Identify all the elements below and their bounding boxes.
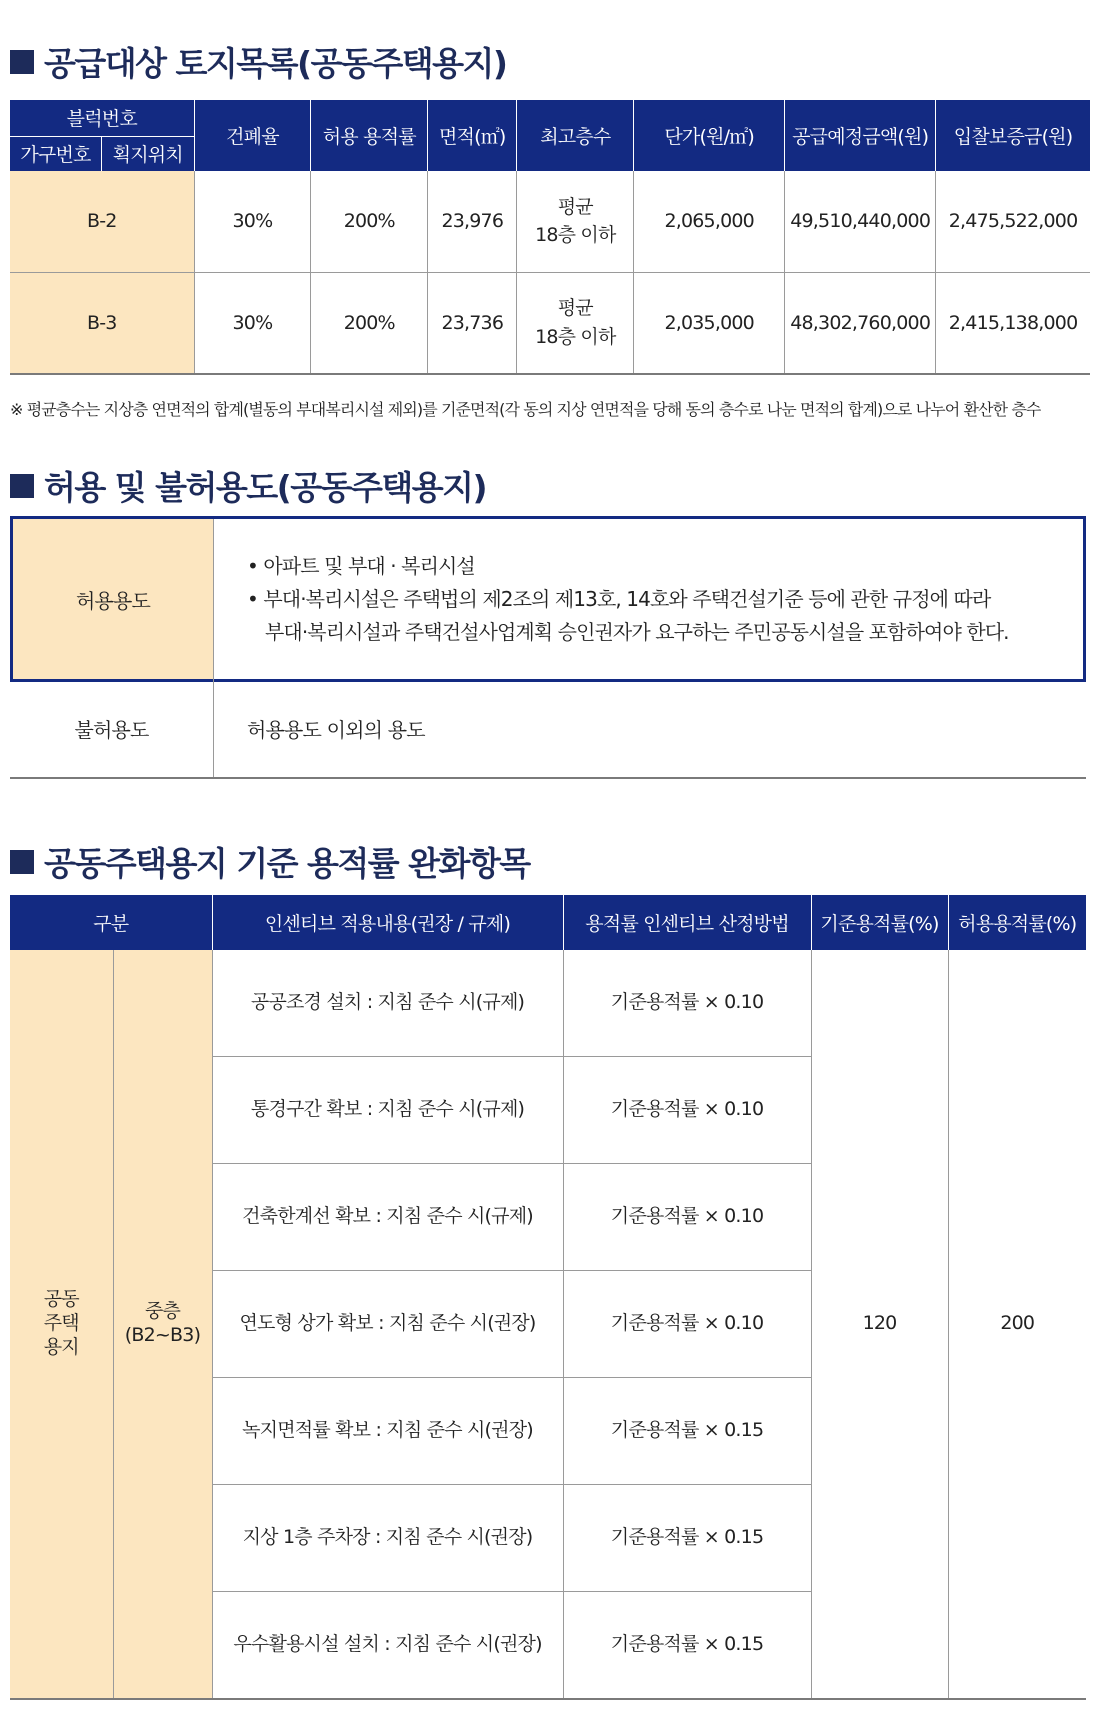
header-max-floors: 최고층수: [517, 100, 634, 171]
unit-price-cell: 2,065,000: [634, 171, 785, 272]
coverage-cell: 30%: [194, 171, 311, 272]
supply-land-table: [10, 100, 1090, 375]
square-bullet-icon: [10, 50, 34, 74]
method-cell: 기준용적률 × 0.10: [563, 1164, 811, 1271]
header-unit-price: 단가(원/㎡): [634, 100, 785, 171]
incentive-cell: 통경구간 확보 : 지침 준수 시(규제): [212, 1057, 563, 1164]
header-method: 용적률 인센티브 산정방법: [563, 895, 811, 950]
table-row: [10, 171, 1090, 272]
allowed-use-line: • 부대·복리시설은 주택법의 제2조의 제13호, 14호와 주택건설기준 등에 관한 규정에 따라: [247, 586, 991, 611]
method-cell: 기준용적률 × 0.10: [563, 1271, 811, 1378]
floors-cell: 평균 18층 이하: [517, 272, 634, 374]
table-row: [10, 950, 1086, 1057]
allowed-use-content: [214, 519, 1083, 679]
area-cell: 23,736: [428, 272, 517, 374]
far-cell: 200%: [311, 272, 428, 374]
method-cell: 기준용적률 × 0.15: [563, 1485, 811, 1592]
allowed-use-label: 허용용도: [13, 519, 214, 679]
block-cell: B-2: [10, 171, 194, 272]
supply-price-cell: 48,302,760,000: [785, 272, 936, 374]
method-cell: 기준용적률 × 0.15: [563, 1378, 811, 1485]
far-cell: 200%: [311, 171, 428, 272]
deposit-cell: 2,475,522,000: [936, 171, 1090, 272]
area-cell: 23,976: [428, 171, 517, 272]
section1-title: 공급대상 토지목록(공동주택용지): [10, 38, 506, 85]
header-category: 구분: [10, 895, 212, 950]
square-bullet-icon: [10, 850, 34, 874]
incentive-cell: 녹지면적률 확보 : 지침 준수 시(권장): [212, 1378, 563, 1485]
allowed-far-cell: 200: [948, 950, 1086, 1699]
allowed-use-row: [10, 516, 1086, 682]
section3-title: 공동주택용지 기준 용적률 완화항목: [10, 838, 530, 885]
supply-price-cell: 49,510,440,000: [785, 171, 936, 272]
base-far-cell: 120: [811, 950, 948, 1699]
header-base-far: 기준용적률(%): [811, 895, 948, 950]
floors-cell: 평균 18층 이하: [517, 171, 634, 272]
header-coverage: 건폐율: [194, 100, 311, 171]
header-far: 허용 용적률: [311, 100, 428, 171]
allowed-use-line: • 아파트 및 부대 · 복리시설: [247, 553, 475, 578]
section2-title: 허용 및 불허용도(공동주택용지): [10, 462, 486, 509]
method-cell: 기준용적률 × 0.10: [563, 950, 811, 1057]
header-block-no: 블럭번호: [10, 100, 194, 136]
header-incentive: 인센티브 적용내용(권장 / 규제): [212, 895, 563, 950]
header-lot-loc: 획지위치: [101, 136, 194, 171]
coverage-cell: 30%: [194, 272, 311, 374]
disallowed-use-label: 불허용도: [10, 679, 214, 777]
allowed-use-line: 부대·복리시설과 주택건설사업계획 승인권자가 요구하는 주민공동시설을 포함하여야 한다.: [265, 619, 1009, 644]
method-cell: 기준용적률 × 0.15: [563, 1592, 811, 1700]
square-bullet-icon: [10, 474, 34, 498]
header-supply-price: 공급예정금액(원): [785, 100, 936, 171]
header-unit-no: 가구번호: [10, 136, 101, 171]
header-allowed-far: 허용용적률(%): [948, 895, 1086, 950]
incentive-cell: 지상 1층 주차장 : 지침 준수 시(권장): [212, 1485, 563, 1592]
category-floor-type: 중층 (B2~B3): [113, 950, 212, 1699]
unit-price-cell: 2,035,000: [634, 272, 785, 374]
far-incentive-table: [10, 895, 1086, 1700]
incentive-cell: 연도형 상가 확보 : 지침 준수 시(권장): [212, 1271, 563, 1378]
incentive-cell: 우수활용시설 설치 : 지침 준수 시(권장): [212, 1592, 563, 1700]
category-land-type: 공동 주택 용지: [10, 950, 113, 1699]
header-area: 면적(㎡): [428, 100, 517, 171]
incentive-cell: 건축한계선 확보 : 지침 준수 시(규제): [212, 1164, 563, 1271]
disallowed-use-row: [10, 679, 1086, 779]
disallowed-use-value: 허용용도 이외의 용도: [247, 717, 425, 742]
deposit-cell: 2,415,138,000: [936, 272, 1090, 374]
incentive-cell: 공공조경 설치 : 지침 준수 시(규제): [212, 950, 563, 1057]
table-row: [10, 272, 1090, 374]
method-cell: 기준용적률 × 0.10: [563, 1057, 811, 1164]
header-deposit: 입찰보증금(원): [936, 100, 1090, 171]
floor-note: ※ 평균층수는 지상층 연면적의 합계(별동의 부대복리시설 제외)를 기준면적(각 동의 지상 연면적을 당해 동의 층수로 나눈 면적의 합계)으로 나누어 환산한 층수: [10, 400, 1041, 419]
block-cell: B-3: [10, 272, 194, 374]
